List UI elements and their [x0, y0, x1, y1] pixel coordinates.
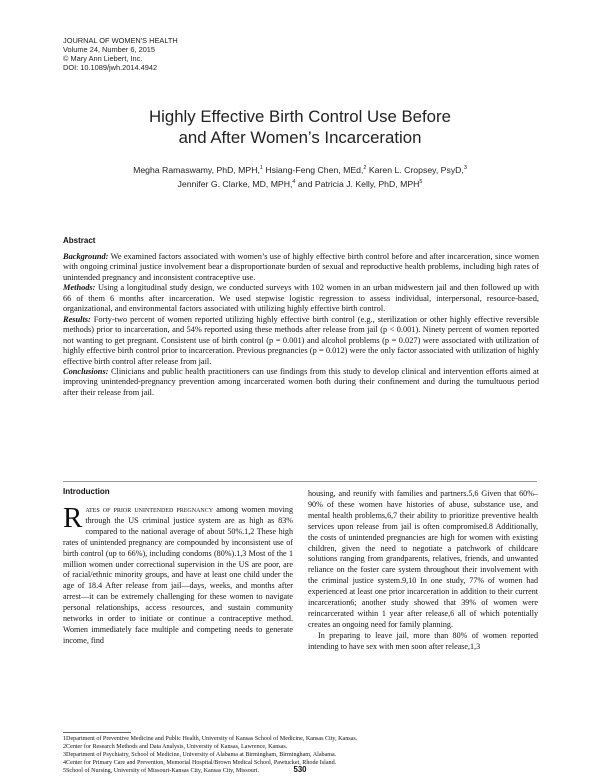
author-list — [0, 163, 600, 191]
footnote-divider — [63, 732, 131, 733]
introduction-heading: Introduction — [63, 487, 110, 496]
author-line-1 — [0, 163, 600, 177]
abstract-label-results: Results: — [63, 314, 91, 324]
footnote: 3Department of Psychiatry, School of Medicine, University of Alabama at Birmingham, Birmingham, Alabama. — [63, 751, 337, 758]
paper-title — [0, 106, 600, 148]
introduction-column-right — [308, 489, 538, 653]
journal-header — [63, 36, 178, 72]
journal-doi: DOI: 10.1089/jwh.2014.4942 — [63, 63, 158, 72]
author-name: Jennifer G. Clarke, MD, MPH, — [177, 179, 293, 189]
introduction-paragraph-1 — [63, 502, 293, 647]
title-line-2: and After Women’s Incarceration — [178, 128, 422, 147]
small-caps-lead: ates of prior unintended pregnancy — [85, 505, 214, 514]
abstract-results-text: Forty-two percent of women reported utilizing highly effective birth control (e.g., sterilization or other highly effective reversible methods) prior to incarceration, and 54% reported using these methods after release from jail (p < 0.001). Ninety percent of women reported not wanting to get pregnant. Consistent use of birth control (p = 0.001) and alcohol problems (p = 0.027) were associated with utilization of highly effective birth control prior to incarceration. Previous pregnancies (p = 0.012) were the only factor associated with utilization of highly effective birth control after release from jail. — [63, 314, 539, 366]
abstract-label-background: Background: — [63, 252, 109, 261]
abstract-background-text: We examined factors associated with women’s use of highly effective birth control before and after incarceration, since women with ongoing criminal justice involvement bear a disproportionate burden of sexual and reproductive health problems, including high rates of unintended pregnancy and inconsistent contraceptive use. — [63, 252, 540, 282]
title-line-1: Highly Effective Birth Control Use Before — [149, 107, 451, 126]
author-name: Karen L. Cropsey, PsyD, — [368, 165, 464, 175]
author-affiliation: 2 — [363, 165, 367, 172]
author-affiliation: 1 — [259, 165, 263, 172]
abstract-conclusions-text: Clinicians and public health practitioners can use findings from this study to develop clinical and intervention efforts aimed at improving unintended-pregnancy prevention among incarcerated women both during their confinement and during the tumultuous period after their release from jail. — [63, 366, 539, 397]
journal-volume: Volume 24, Number 6, 2015 — [63, 45, 156, 54]
abstract-background — [63, 252, 539, 283]
abstract-body — [63, 252, 539, 398]
introduction-paragraph-2: housing, and reunify with families and partners.5,6 Given that 60%–90% of these women have histories of abuse, substance use, and mental health problems,6,7 their ability to prioritize preventive health services upon release from jail is often compromised.8 Additionally, the costs of unintended pregnancies are high for women with existing children, given the need to negotiate a patchwork of childcare solutions ranging from grandparents, relatives, friends, and unwanted reliance on the foster care system throughout their involvement with the criminal justice system.9,10 In one study, 77% of women had experienced at least one prior incarceration in addition to their current incarceration6; another study showed that 39% of women were reincarcerated within 1 year after release,6 all of which potentially creates an ongoing need for family planning. — [308, 489, 538, 629]
introduction-paragraph-3: In preparing to leave jail, more than 80% of women reported intending to have sex with men soon after release,1,3 — [308, 630, 538, 651]
footnote: 4Center for Primary Care and Prevention, Memorial Hospital/Brown Medical School, Pawtucket, Rhode Island. — [63, 759, 337, 766]
journal-name: JOURNAL OF WOMEN'S HEALTH — [63, 36, 178, 45]
author-affiliation: 4 — [292, 179, 296, 186]
author-name: Megha Ramaswamy, PhD, MPH, — [133, 165, 260, 175]
author-name: Hsiang-Feng Chen, MEd, — [265, 165, 364, 175]
introduction-column-left — [63, 502, 293, 647]
author-affiliation: 5 — [419, 179, 423, 186]
abstract-label-conclusions: Conclusions: — [63, 366, 109, 376]
author-name: and Patricia J. Kelly, PhD, MPH — [297, 179, 420, 189]
author-line-2 — [0, 177, 600, 191]
abstract-results — [63, 315, 539, 367]
journal-copyright: © Mary Ann Liebert, Inc. — [63, 54, 143, 63]
footnote: 5School of Nursing, University of Missouri-Kansas City, Kansas City, Missouri. — [63, 767, 260, 774]
page-number: 530 — [293, 765, 307, 774]
section-divider — [63, 481, 537, 482]
footnote: 1Department of Preventive Medicine and Public Health, University of Kansas School of Medicine, Kansas City, Kansas. — [63, 736, 358, 742]
abstract-methods — [63, 283, 539, 314]
author-affiliation: 3 — [463, 165, 467, 172]
footnote: 2Center for Research Methods and Data Analysis, University of Kansas, Lawrence, Kansas. — [63, 743, 288, 750]
drop-cap: R — [63, 502, 83, 534]
introduction-text-left: among women moving through the US criminal justice system are as high as 83% compared to the national average of about 50%.1,2 These high rates of unintended pregnancy are compounded by inconsistent use of birth control (up to 66%), including condoms (80%).1,3 Most of the 1 million women under correctional supervision in the US are poor, are of racial/ethnic minority groups, and have at least one child under the age of 18.4 After release from jail—days, weeks, and months after arrest—it can be extremely challenging for these women to navigate personal relationships, access resources, and sustain community networks in order to initiate or continue a contraceptive method. Women immediately face multiple and competing needs to generate income, find — [63, 505, 293, 645]
abstract-heading: Abstract — [63, 236, 96, 245]
abstract-conclusions — [63, 367, 539, 398]
abstract-label-methods: Methods: — [63, 283, 96, 293]
abstract-methods-text: Using a longitudinal study design, we conducted surveys with 102 women in an urban midwestern jail and then followed up with 66 of them 6 months after incarceration. We used stepwise logistic regression to assess individual, interpersonal, resource-based, organizational, and environmental factors associated with utilizing highly effective birth control. — [63, 283, 539, 314]
